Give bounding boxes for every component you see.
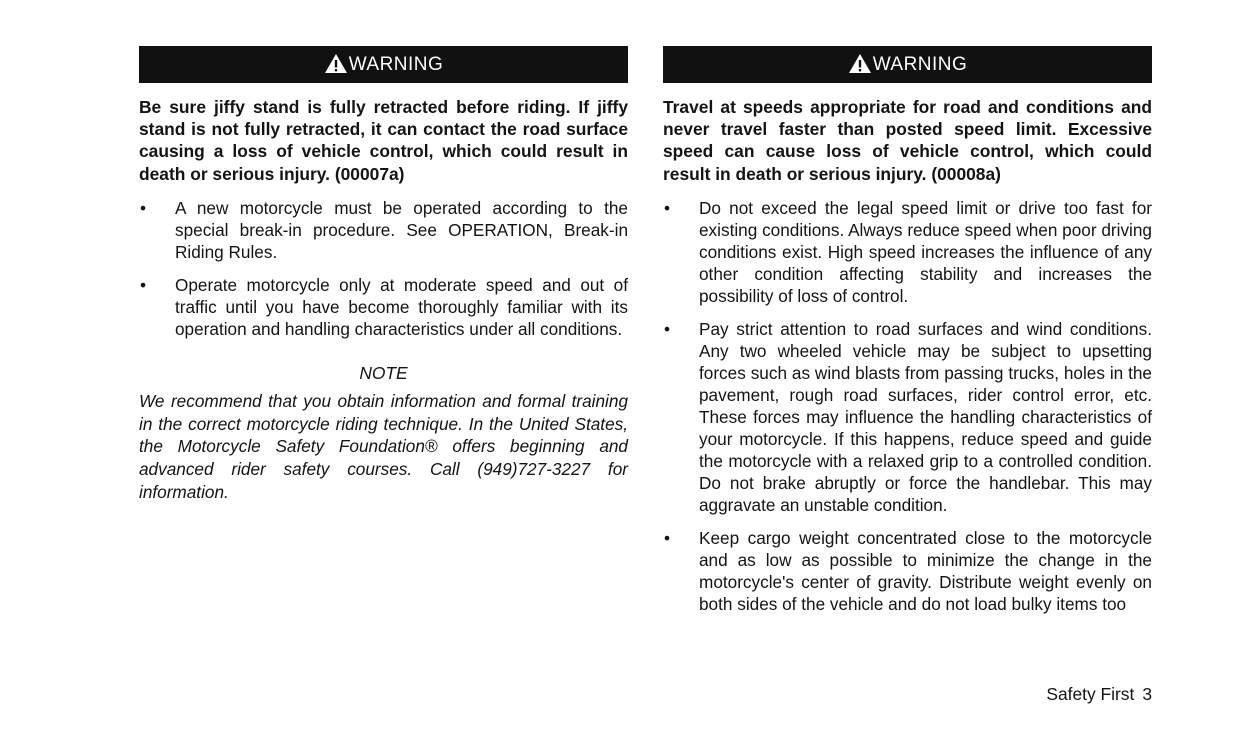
list-item-text: Pay strict attention to road surfaces and wind conditions. Any two wheeled vehicle may be subject to upsetting forces such as wind blasts from passing trucks, holes in the pavement, rough road surfaces, rider control error, etc. These forces may influence the handling characteristics of your motorcycle. If this happens, reduce speed and guide the motorcycle with a relaxed grip to a controlled condition. Do not brake abruptly or force the handlebar. This may aggravate an unstable condition. bbox=[699, 318, 1152, 515]
warning-label: WARNING bbox=[872, 53, 968, 75]
right-column bbox=[663, 46, 1152, 626]
list-item-text: A new motorcycle must be operated according to the special break-in procedure. See OPERATION, Break-in Riding Rules. bbox=[175, 197, 628, 262]
list-item bbox=[663, 318, 1152, 516]
warning-text: Be sure jiffy stand is fully retracted before riding. If jiffy stand is not fully retracted, it can contact the road surface causing a loss of vehicle control, which could result in death or serious injury. (00007a) bbox=[139, 97, 628, 184]
note-text: We recommend that you obtain information and formal training in the correct motorcycle riding technique. In the United States, the Motorcycle Safety Foundation® offers beginning and advanced rider safety courses. Call (949)727-3227 for information. bbox=[139, 390, 628, 502]
page-number: 3 bbox=[1142, 684, 1152, 704]
bullet-dot: • bbox=[140, 274, 147, 295]
warning-banner bbox=[663, 46, 1152, 83]
page-footer bbox=[1046, 683, 1152, 705]
warning-banner bbox=[139, 46, 628, 83]
bullet-dot: • bbox=[664, 197, 671, 218]
warning-text: Travel at speeds appropriate for road and conditions and never travel faster than posted speed limit. Excessive speed can cause loss of vehicle control, which could result in death or serious injury. (00008a) bbox=[663, 97, 1152, 184]
footer-section-title: Safety First bbox=[1046, 684, 1135, 704]
list-item-text: Keep cargo weight concentrated close to the motorcycle and as low as possible to minimize the change in the motorcycle's center of gravity. Distribute weight evenly on both sides of the vehicle and do not load bulky items too bbox=[699, 527, 1152, 614]
bullet-dot: • bbox=[664, 527, 671, 548]
bullet-list bbox=[139, 197, 628, 340]
note-heading: NOTE bbox=[359, 362, 408, 383]
bullet-list bbox=[663, 197, 1152, 615]
bullet-dot: • bbox=[140, 197, 147, 218]
warning-label: WARNING bbox=[348, 53, 444, 75]
warning-triangle-icon bbox=[848, 53, 872, 74]
list-item bbox=[139, 274, 628, 340]
list-item bbox=[663, 527, 1152, 615]
warning-triangle-icon bbox=[324, 53, 348, 74]
list-item bbox=[139, 197, 628, 263]
list-item-text: Operate motorcycle only at moderate speed and out of traffic until you have become thoroughly familiar with its operation and handling characteristics under all conditions. bbox=[175, 274, 628, 339]
bullet-dot: • bbox=[664, 318, 671, 339]
list-item-text: Do not exceed the legal speed limit or drive too fast for existing conditions. Always reduce speed when poor driving conditions exist. High speed increases the influence of any other condition affecting stability and increases the possibility of loss of control. bbox=[699, 197, 1152, 306]
list-item bbox=[663, 197, 1152, 307]
left-column bbox=[139, 46, 628, 504]
